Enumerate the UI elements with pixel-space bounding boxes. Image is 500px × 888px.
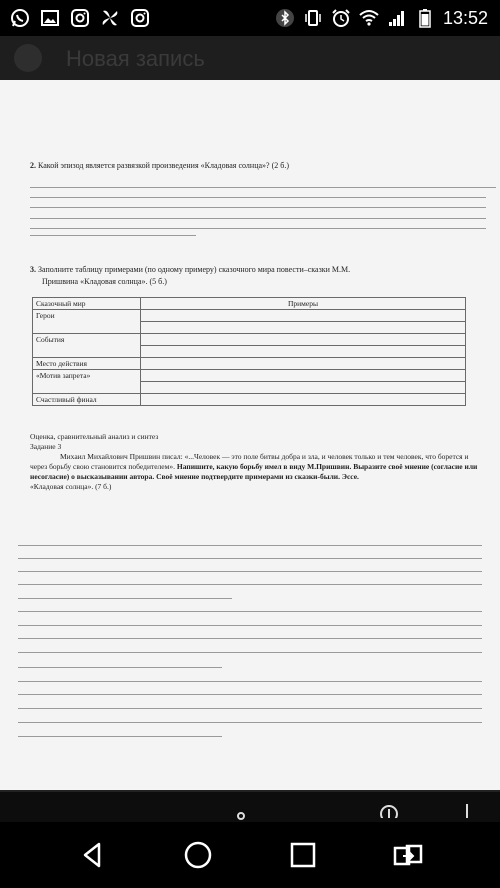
table-row-label: Место действия [33,358,141,370]
bluetooth-icon [275,8,295,28]
essay-quote [30,452,486,482]
notification-icons [0,8,150,28]
table-row-label: «Мотив запрета» [33,370,141,394]
question-3-text-cont: Пришвина «Кладовая солнца». (5 б.) [42,277,167,286]
table-row-label: Герои [33,310,141,334]
answer-line [30,207,486,208]
more-icon[interactable] [458,800,476,818]
answer-line [18,625,482,626]
answer-line [18,558,482,559]
table-row-label: События [33,334,141,358]
answer-line [18,598,232,599]
table-cell[interactable] [141,370,466,382]
answer-line [18,736,222,737]
instagram-icon [70,8,90,28]
add-icon[interactable] [380,800,398,818]
edit-icon[interactable] [232,804,250,822]
answer-line [18,652,482,653]
back-arrow-icon[interactable] [14,44,42,72]
alarm-icon [331,8,351,28]
table-cell[interactable] [141,358,466,370]
question-3-text: Заполните таблицу примерами (по одному примеру) сказочного мира повести–сказки М.М. [38,265,351,274]
question-3 [30,264,480,275]
toolbar-divider [0,790,500,792]
table-cell[interactable] [141,310,466,322]
navigation-bar [0,822,500,888]
table-header-fairy-world: Сказочный мир [33,298,141,310]
instagram-icon [130,8,150,28]
app-bar [0,36,500,80]
bottom-toolbar [0,790,500,822]
answer-line [30,187,496,188]
answer-line [18,611,482,612]
table-cell[interactable] [141,346,466,358]
page-title: Новая запись [66,46,205,71]
table-cell[interactable] [141,394,466,406]
answer-line [18,571,482,572]
wifi-icon [359,8,379,28]
essay-task [30,432,486,492]
essay-instruction: Напишите, какую борьбу имел в виду М.Пришвин. Выразите своё мнение (согласие или несогласие) о высказывании автора. Своё мнение подтвердите примерами из сказки-были. Эссе. [30,462,478,481]
question-3-number: 3. [30,265,36,274]
answer-line [18,667,222,668]
answer-line [30,235,196,236]
table-cell[interactable] [141,382,466,394]
answer-line [30,218,486,219]
essay-heading: Оценка, сравнительный анализ и синтез [30,432,159,441]
answer-line [30,197,486,198]
table-cell[interactable] [141,334,466,346]
table-row-label: Счастливый финал [33,394,141,406]
table-cell[interactable] [141,322,466,334]
answer-line [18,545,482,546]
question-2-number: 2. [30,161,36,170]
question-2-text: Какой эпизод является развязкой произведения «Кладовая солнца»? (2 б.) [38,161,289,170]
examples-table [32,297,466,406]
battery-icon [415,8,435,28]
whatsapp-icon [10,8,30,28]
fan-icon [100,8,120,28]
signal-icon [387,8,407,28]
status-time: 13:52 [442,7,488,28]
answer-line [18,584,482,585]
home-icon[interactable] [180,837,216,873]
answer-line [18,722,482,723]
answer-line [30,228,486,229]
system-icons [275,8,500,29]
back-icon[interactable] [75,837,111,873]
question-2 [30,160,289,171]
essay-task-number: Задание 3 [30,442,62,451]
document-image[interactable] [0,80,500,822]
swap-icon[interactable] [390,837,426,873]
essay-points: «Кладовая солнца». (7 б.) [30,482,112,491]
image-icon [40,8,60,28]
vibrate-icon [303,8,323,28]
answer-line [18,694,482,695]
answer-line [18,708,482,709]
status-bar [0,0,500,36]
table-header-examples: Примеры [141,298,466,310]
recents-icon[interactable] [285,837,321,873]
answer-line [18,638,482,639]
answer-line [18,681,482,682]
essay-quote-text: Михаил Михайлович Пришвин писал: «...Человек — это поле битвы добра и зла, и человек только и тем человек, что борется и через борьбу свою становится победителем». [30,452,469,471]
